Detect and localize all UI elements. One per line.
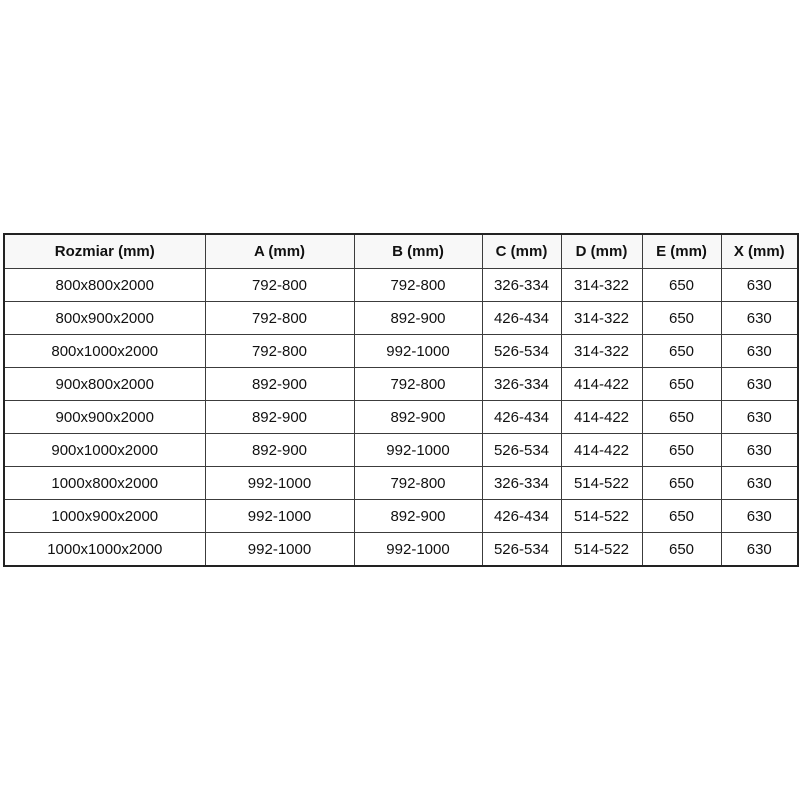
table-cell: 992-1000	[354, 335, 482, 368]
table-cell: 650	[642, 401, 721, 434]
table-cell: 426-434	[482, 401, 561, 434]
table-cell: 792-800	[205, 269, 354, 302]
dimensions-spec-table	[3, 233, 799, 567]
table-cell: 1000x900x2000	[4, 500, 205, 533]
table-cell: 650	[642, 467, 721, 500]
table-cell: 892-900	[205, 401, 354, 434]
table-cell: 514-522	[561, 467, 642, 500]
table-row	[4, 467, 798, 500]
table-cell: 314-322	[561, 302, 642, 335]
table-cell: 800x1000x2000	[4, 335, 205, 368]
table-cell: 650	[642, 368, 721, 401]
column-header-e: E (mm)	[642, 234, 721, 269]
table-cell: 650	[642, 269, 721, 302]
table-cell: 892-900	[205, 434, 354, 467]
table-cell: 792-800	[354, 269, 482, 302]
table-cell: 650	[642, 335, 721, 368]
column-header-b: B (mm)	[354, 234, 482, 269]
table-cell: 314-322	[561, 269, 642, 302]
table-cell: 650	[642, 500, 721, 533]
table-cell: 992-1000	[205, 533, 354, 567]
table-cell: 892-900	[205, 368, 354, 401]
table-cell: 792-800	[205, 335, 354, 368]
column-header-c: C (mm)	[482, 234, 561, 269]
table-cell: 992-1000	[354, 533, 482, 567]
column-header-rozmiar: Rozmiar (mm)	[4, 234, 205, 269]
table-cell: 630	[721, 401, 798, 434]
table-cell: 992-1000	[205, 500, 354, 533]
table-cell: 526-534	[482, 434, 561, 467]
table-cell: 650	[642, 533, 721, 567]
table-cell: 414-422	[561, 401, 642, 434]
table-cell: 426-434	[482, 500, 561, 533]
table-cell: 792-800	[354, 368, 482, 401]
table-cell: 1000x800x2000	[4, 467, 205, 500]
table-row	[4, 533, 798, 567]
table-cell: 892-900	[354, 401, 482, 434]
table-cell: 526-534	[482, 533, 561, 567]
table-row	[4, 269, 798, 302]
table-cell: 792-800	[354, 467, 482, 500]
table-cell: 792-800	[205, 302, 354, 335]
table-cell: 414-422	[561, 434, 642, 467]
table-cell: 630	[721, 533, 798, 567]
table-row	[4, 434, 798, 467]
table-cell: 1000x1000x2000	[4, 533, 205, 567]
table-cell: 630	[721, 368, 798, 401]
table-row	[4, 500, 798, 533]
table-row	[4, 368, 798, 401]
table-cell: 800x900x2000	[4, 302, 205, 335]
table-cell: 630	[721, 467, 798, 500]
table-cell: 800x800x2000	[4, 269, 205, 302]
table-cell: 514-522	[561, 533, 642, 567]
table-cell: 326-334	[482, 467, 561, 500]
table-cell: 992-1000	[205, 467, 354, 500]
table-cell: 900x900x2000	[4, 401, 205, 434]
column-header-x: X (mm)	[721, 234, 798, 269]
table-row	[4, 335, 798, 368]
table-row	[4, 302, 798, 335]
column-header-d: D (mm)	[561, 234, 642, 269]
table-cell: 414-422	[561, 368, 642, 401]
table-cell: 326-334	[482, 368, 561, 401]
table-cell: 630	[721, 500, 798, 533]
table-cell: 630	[721, 269, 798, 302]
table-cell: 526-534	[482, 335, 561, 368]
table-cell: 992-1000	[354, 434, 482, 467]
table-cell: 892-900	[354, 302, 482, 335]
column-header-a: A (mm)	[205, 234, 354, 269]
table-body	[4, 269, 798, 567]
table-cell: 326-334	[482, 269, 561, 302]
table-cell: 900x800x2000	[4, 368, 205, 401]
table-cell: 650	[642, 302, 721, 335]
table-cell: 514-522	[561, 500, 642, 533]
table-cell: 630	[721, 302, 798, 335]
header-row	[4, 234, 798, 269]
table-cell: 650	[642, 434, 721, 467]
table-cell: 630	[721, 434, 798, 467]
table-cell: 892-900	[354, 500, 482, 533]
table-cell: 426-434	[482, 302, 561, 335]
table-cell: 900x1000x2000	[4, 434, 205, 467]
table-cell: 314-322	[561, 335, 642, 368]
table-cell: 630	[721, 335, 798, 368]
table-row	[4, 401, 798, 434]
